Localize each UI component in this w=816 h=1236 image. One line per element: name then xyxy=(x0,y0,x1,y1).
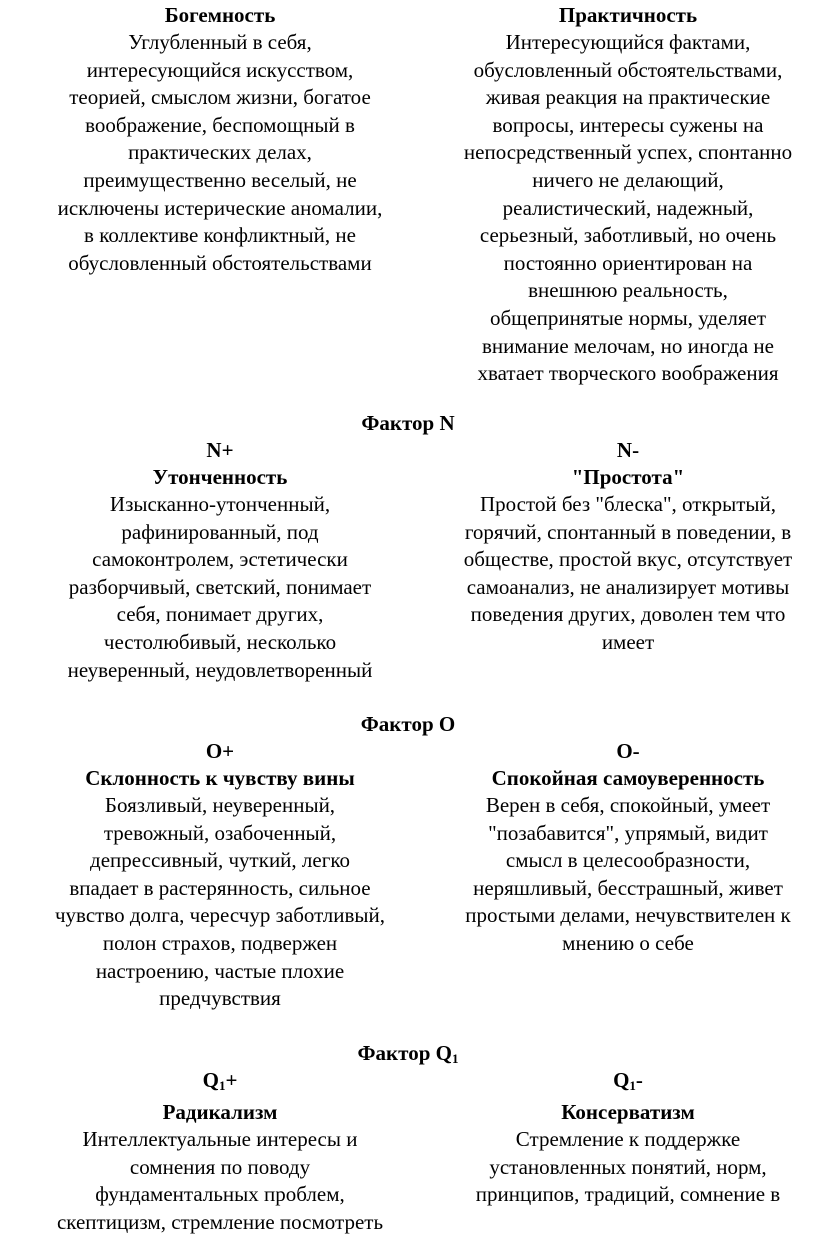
text-line: воображение, беспомощный в xyxy=(85,112,355,137)
text-line: обусловленный обстоятельствами xyxy=(68,250,372,275)
factor-q1-plus-title: Радикализм xyxy=(162,1100,278,1124)
text-line: имеет xyxy=(601,629,655,654)
factor-o-plus-title: Склонность к чувству вины xyxy=(85,766,355,790)
q1-plus-subscript: 1 xyxy=(218,1078,226,1093)
text-line: в коллективе конфликтный, не xyxy=(84,223,356,248)
factor-o-plus-column xyxy=(0,738,440,1013)
text-line: Боязливый, неуверенный, xyxy=(104,793,336,817)
text-line: депрессивный, чуткий, легко xyxy=(90,848,350,873)
q1-minus-suffix: - xyxy=(635,1068,643,1092)
text-line: горячий, спонтанный в поведении, в xyxy=(464,519,792,544)
text-line: самоконтролем, эстетически xyxy=(92,547,348,572)
factor-o-plus-description xyxy=(0,792,440,1013)
text-line: интересующийся искусством, xyxy=(86,57,354,82)
top-section xyxy=(0,2,816,388)
bohemian-title: Богемность xyxy=(164,3,276,27)
text-line: общепринятые нормы, уделяет xyxy=(489,305,767,330)
factor-q1-title-text: Фактор Q xyxy=(357,1041,452,1065)
factor-o-minus-title: Спокойная самоуверенность xyxy=(491,766,765,790)
text-line: практических делах, xyxy=(128,140,312,165)
factor-o-title: Фактор O xyxy=(360,712,456,736)
text-line: разборчивый, светский, понимает xyxy=(68,574,372,599)
q1-minus-letter: Q xyxy=(613,1068,630,1092)
text-line: впадает в растерянность, сильное xyxy=(69,875,371,900)
text-line: серьезный, заботливый, но очень xyxy=(479,223,777,248)
text-line: живая реакция на практические xyxy=(485,85,771,110)
bohemian-column xyxy=(0,2,440,388)
factor-n-minus-sign: N- xyxy=(616,438,640,462)
factor-n-section xyxy=(0,437,816,684)
factor-n-minus-description xyxy=(440,491,816,657)
text-line: Простой без "блеска", открытый, xyxy=(479,492,777,516)
text-line: рафинированный, под xyxy=(121,519,319,544)
text-line: обществе, простой вкус, отсутствует xyxy=(463,547,793,572)
text-line: теорией, смыслом жизни, богатое xyxy=(69,85,371,110)
text-line: внимание мелочам, но иногда не xyxy=(482,333,774,358)
factor-q1-minus-sign xyxy=(440,1067,816,1099)
factor-q1-plus-sign xyxy=(0,1067,440,1099)
practical-column xyxy=(440,2,816,388)
text-line: настроению, частые плохие xyxy=(95,958,345,983)
text-line: скептицизм, стремление посмотреть xyxy=(56,1209,384,1234)
factor-n-plus-column xyxy=(0,437,440,684)
text-line: ничего не делающий, xyxy=(532,167,724,192)
factor-n-plus-sign: N+ xyxy=(206,438,234,462)
practical-description xyxy=(440,29,816,388)
text-line: поведения других, доволен тем что xyxy=(470,602,786,627)
text-line: самоанализ, не анализирует мотивы xyxy=(466,574,790,599)
factor-q1-title-subscript: 1 xyxy=(451,1051,459,1066)
text-line: смысл в целесообразности, xyxy=(505,848,751,873)
factor-q1-plus-column xyxy=(0,1067,440,1236)
text-line: чувство долга, чересчур заботливый, xyxy=(54,903,386,928)
practical-title: Практичность xyxy=(558,3,698,27)
factor-o-section xyxy=(0,738,816,1013)
bohemian-description xyxy=(0,29,440,277)
q1-minus-subscript: 1 xyxy=(629,1078,636,1093)
text-line: "позабавится", упрямый, видит xyxy=(488,820,768,845)
text-line: Интересующийся фактами, xyxy=(505,30,751,54)
text-line: себя, понимает других, xyxy=(116,602,324,627)
factor-o-plus-sign: O+ xyxy=(205,739,235,763)
factor-n-plus-description xyxy=(0,491,440,684)
text-line: реалистический, надежный, xyxy=(502,195,754,220)
text-line: полон страхов, подвержен xyxy=(102,930,338,955)
factor-n-minus-title: "Простота" xyxy=(571,465,685,489)
text-line: постоянно ориентирован на xyxy=(503,250,753,275)
text-line: фундаментальных проблем, xyxy=(95,1182,345,1207)
factor-n-title: Фактор N xyxy=(361,411,455,435)
text-line: предчувствия xyxy=(159,986,281,1011)
factor-o-minus-description xyxy=(440,792,816,958)
factor-q1-plus-description xyxy=(0,1126,440,1236)
factor-q1-minus-description xyxy=(440,1126,816,1209)
text-line: Углубленный в себя, xyxy=(128,30,312,54)
text-line: внешнюю реальность, xyxy=(528,278,728,303)
text-line: принципов, традиций, сомнение в xyxy=(475,1182,781,1207)
text-line: тревожный, озабоченный, xyxy=(103,820,337,845)
text-line: вопросы, интересы сужены на xyxy=(492,112,764,137)
text-line: обусловленный обстоятельствами, xyxy=(473,57,783,82)
factor-n-minus-column xyxy=(440,437,816,684)
text-line: исключены истерические аномалии, xyxy=(57,195,383,220)
text-line: Стремление к поддержке xyxy=(515,1127,741,1151)
text-line: честолюбивый, несколько xyxy=(103,629,337,654)
text-line: мнению о себе xyxy=(562,930,694,955)
text-line: простыми делами, нечувствителен к xyxy=(465,903,791,928)
factor-o-minus-column xyxy=(440,738,816,1013)
text-line: хватает творческого воображения xyxy=(477,361,779,386)
factor-n-plus-title: Утонченность xyxy=(152,465,288,489)
text-line: преимущественно веселый, не xyxy=(83,167,357,192)
text-line: неуверенный, неудовлетворенный xyxy=(67,657,373,682)
text-line: установленных понятий, норм, xyxy=(489,1154,767,1179)
q1-plus-letter: Q xyxy=(202,1068,219,1092)
text-line: непосредственный успех, спонтанно xyxy=(463,140,793,165)
factor-q1-minus-title: Консерватизм xyxy=(561,1100,695,1124)
text-line: Изысканно-утонченный, xyxy=(109,492,331,516)
q1-plus-suffix: + xyxy=(225,1068,238,1092)
factor-q1-minus-column xyxy=(440,1067,816,1236)
text-line: Интеллектуальные интересы и xyxy=(82,1127,358,1151)
text-line: Верен в себя, спокойный, умеет xyxy=(485,793,771,817)
factor-o-minus-sign: O- xyxy=(616,739,640,763)
text-line: сомнения по поводу xyxy=(129,1154,311,1179)
factor-q1-section xyxy=(0,1067,816,1236)
text-line: неряшливый, бесстрашный, живет xyxy=(473,875,783,900)
